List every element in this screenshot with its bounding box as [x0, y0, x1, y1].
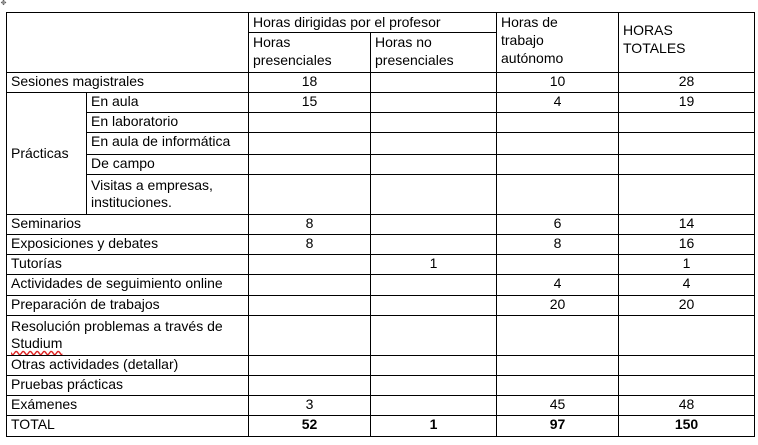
header-directed-hours: Horas dirigidas por el profesor	[249, 13, 497, 33]
cell-total	[619, 316, 755, 356]
cell-presenciales: 18	[249, 73, 371, 93]
table-row	[7, 133, 755, 155]
table-row	[7, 175, 755, 215]
studium-word: Studium	[11, 335, 63, 351]
cell-no-presenciales	[371, 235, 497, 255]
table-row	[7, 356, 755, 376]
cell-autonomo	[497, 376, 619, 396]
table-row	[7, 255, 755, 275]
cell-presenciales	[249, 113, 371, 133]
row-label: En laboratorio	[87, 113, 249, 133]
cell-presenciales	[249, 255, 371, 275]
cell-autonomo: 4	[497, 93, 619, 113]
cell-total: 4	[619, 275, 755, 296]
row-label: De campo	[87, 155, 249, 175]
cell-autonomo	[497, 356, 619, 376]
cell-no-presenciales	[371, 113, 497, 133]
header-presenciales: Horas presenciales	[249, 33, 371, 73]
cell-presenciales: 3	[249, 396, 371, 416]
cell-autonomo: 97	[497, 416, 619, 437]
cell-total	[619, 356, 755, 376]
cell-no-presenciales	[371, 175, 497, 215]
table-row	[7, 93, 755, 113]
cell-presenciales	[249, 155, 371, 175]
cell-presenciales	[249, 275, 371, 296]
cell-total	[619, 175, 755, 215]
hours-table	[6, 12, 755, 437]
cell-total: 16	[619, 235, 755, 255]
cell-no-presenciales	[371, 356, 497, 376]
cell-autonomo	[497, 175, 619, 215]
cell-no-presenciales	[371, 93, 497, 113]
row-label: Exposiciones y debates	[7, 235, 249, 255]
cell-no-presenciales	[371, 215, 497, 235]
cell-presenciales: 8	[249, 215, 371, 235]
row-label: Actividades de seguimiento online	[7, 275, 249, 296]
cell-presenciales	[249, 175, 371, 215]
cell-presenciales: 52	[249, 416, 371, 437]
cell-autonomo: 8	[497, 235, 619, 255]
cell-autonomo	[497, 113, 619, 133]
row-label: Resolución problemas a través de Studium	[7, 316, 249, 356]
cell-no-presenciales	[371, 316, 497, 356]
row-label: Tutorías	[7, 255, 249, 275]
table-row	[7, 376, 755, 396]
row-label: En aula de informática	[87, 133, 249, 155]
cell-total: 20	[619, 296, 755, 316]
row-label: En aula	[87, 93, 249, 113]
cell-no-presenciales	[371, 133, 497, 155]
header-no-presenciales: Horas no presenciales	[371, 33, 497, 73]
header-total-hours: HORAS TOTALES	[619, 13, 755, 73]
table-row	[7, 296, 755, 316]
row-label: Sesiones magistrales	[7, 73, 249, 93]
cell-total	[619, 376, 755, 396]
cell-no-presenciales: 1	[371, 416, 497, 437]
header-row-1	[7, 13, 755, 33]
cell-no-presenciales	[371, 275, 497, 296]
cell-autonomo: 4	[497, 275, 619, 296]
cell-autonomo: 45	[497, 396, 619, 416]
table-row	[7, 316, 755, 356]
cell-total: 19	[619, 93, 755, 113]
cell-presenciales: 8	[249, 235, 371, 255]
cell-total	[619, 113, 755, 133]
cell-autonomo: 20	[497, 296, 619, 316]
table-row	[7, 215, 755, 235]
header-autonomous-hours: Horas de trabajo autónomo	[497, 13, 619, 73]
cell-autonomo	[497, 316, 619, 356]
cell-no-presenciales: 1	[371, 255, 497, 275]
row-label: Pruebas prácticas	[7, 376, 249, 396]
row-label: Visitas a empresas, instituciones.	[87, 175, 249, 215]
row-label: Seminarios	[7, 215, 249, 235]
cell-total	[619, 155, 755, 175]
total-row	[7, 416, 755, 437]
cell-total	[619, 133, 755, 155]
table-row	[7, 235, 755, 255]
cell-no-presenciales	[371, 296, 497, 316]
cell-total: 1	[619, 255, 755, 275]
cell-presenciales	[249, 296, 371, 316]
cell-autonomo: 6	[497, 215, 619, 235]
table-move-handle-icon[interactable]: ✥	[0, 0, 7, 7]
table-row	[7, 155, 755, 175]
table-row	[7, 113, 755, 133]
cell-total: 14	[619, 215, 755, 235]
table-row	[7, 396, 755, 416]
cell-autonomo	[497, 155, 619, 175]
cell-presenciales	[249, 376, 371, 396]
cell-autonomo: 10	[497, 73, 619, 93]
header-blank-cell	[7, 13, 249, 73]
cell-total: 28	[619, 73, 755, 93]
row-label: TOTAL	[7, 416, 249, 437]
cell-presenciales	[249, 133, 371, 155]
cell-no-presenciales	[371, 376, 497, 396]
cell-no-presenciales	[371, 155, 497, 175]
cell-presenciales	[249, 356, 371, 376]
table-row	[7, 275, 755, 296]
row-label: Exámenes	[7, 396, 249, 416]
cell-no-presenciales	[371, 396, 497, 416]
table-row	[7, 73, 755, 93]
cell-presenciales: 15	[249, 93, 371, 113]
row-label: Otras actividades (detallar)	[7, 356, 249, 376]
practicas-group-label: Prácticas	[7, 93, 87, 215]
row-label: Preparación de trabajos	[7, 296, 249, 316]
cell-total: 48	[619, 396, 755, 416]
cell-total: 150	[619, 416, 755, 437]
cell-presenciales	[249, 316, 371, 356]
cell-no-presenciales	[371, 73, 497, 93]
cell-autonomo	[497, 255, 619, 275]
cell-autonomo	[497, 133, 619, 155]
